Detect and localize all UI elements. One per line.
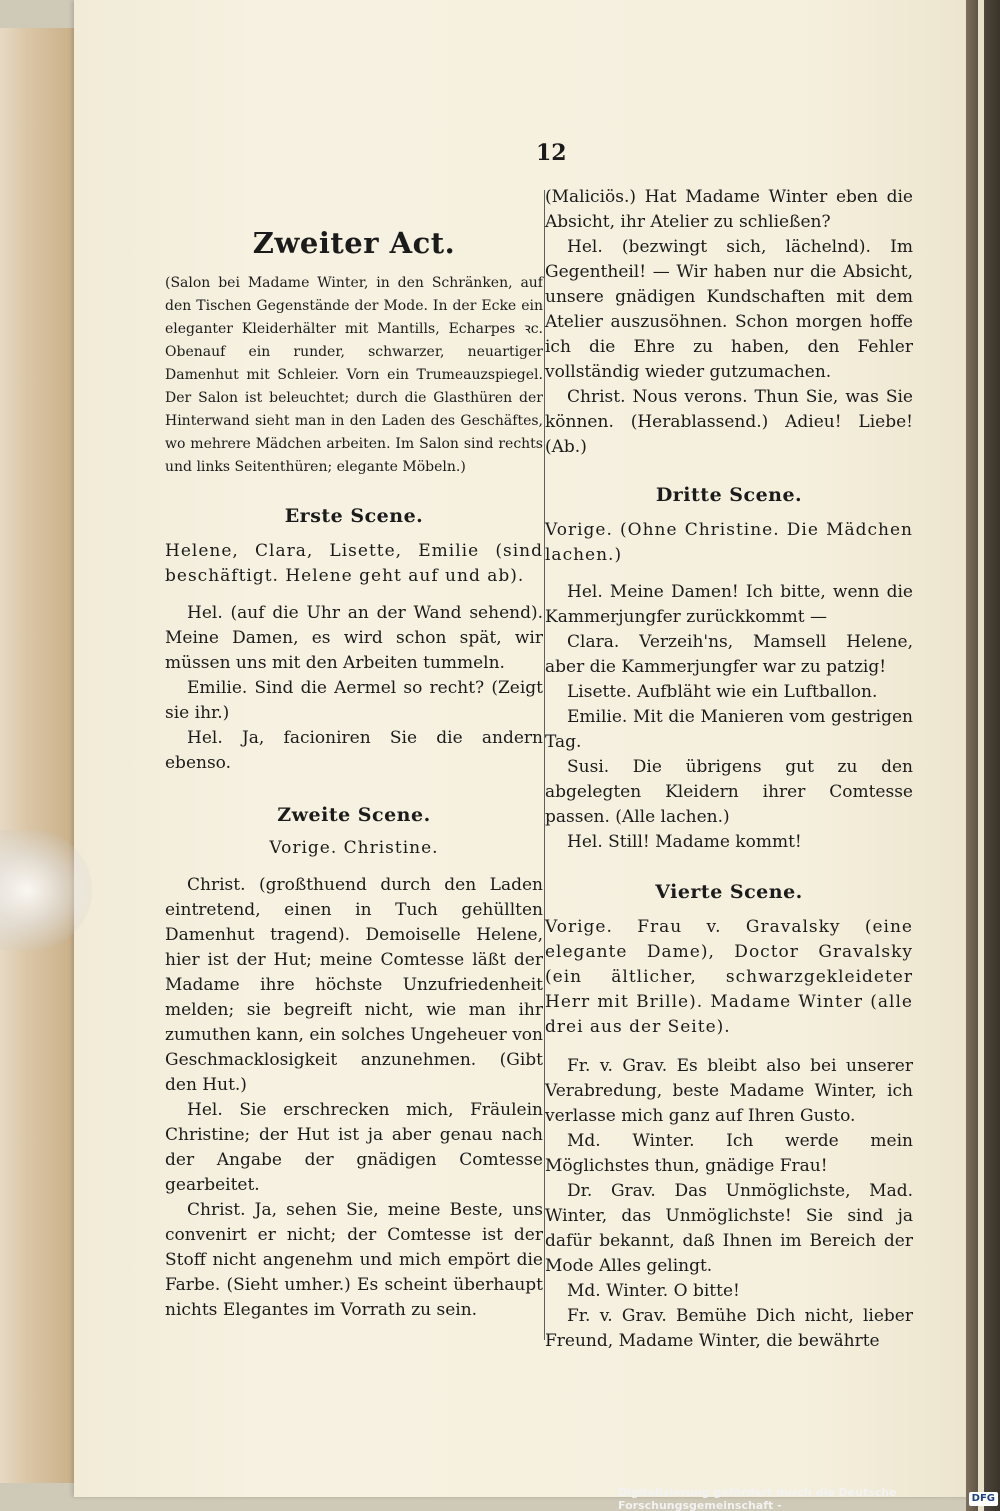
dialogue-line: Christ. Nous verons. Thun Sie, was Sie können. (Herablassend.) Adieu! Liebe! (Ab.) <box>545 387 913 457</box>
dialogue-line: Emilie. Mit die Manieren vom gestrigen Tag. <box>545 707 913 752</box>
dialogue-line: Dr. Grav. Das Unmöglichste, Mad. Winter, das Unmöglichste! Sie sind ja dafür bekannt, daß Ihnen im Bereich der Mode Alles gelingt. <box>545 1181 913 1276</box>
dialogue-line: Md. Winter. O bitte! <box>567 1281 740 1301</box>
dialogue-line: Christ. Ja, sehen Sie, meine Beste, uns convenirt er nicht; der Comtesse ist der Stoff nicht angenehm und mich empört die Farbe. (Sieht umher.) Es scheint überhaupt nichts Elegantes im Vorrath zu sein. <box>165 1200 543 1320</box>
scene-cast: Vorige. Frau v. Gravalsky (eine elegante Dame), Doctor Gravalsky (ein ältlicher, schwarzgekleideter Herr mit Brille). Madame Winter (alle drei aus der Seite). <box>545 917 913 1037</box>
dialogue-line: Hel. Ja, facioniren Sie die andern ebenso. <box>165 728 543 773</box>
dialogue-line: Clara. Verzeih'ns, Mamsell Helene, aber die Kammerjungfer war zu patzig! <box>545 632 913 677</box>
dialogue-line: Hel. Still! Madame kommt! <box>567 832 802 852</box>
right-column <box>545 185 913 1354</box>
dialogue-line: Emilie. Sind die Aermel so recht? (Zeigt sie ihr.) <box>165 678 543 723</box>
act-title: Zweiter Act. <box>252 226 456 260</box>
digitization-footer <box>618 1486 998 1511</box>
dialogue-line: Fr. v. Grav. Bemühe Dich nicht, lieber Freund, Madame Winter, die bewährte <box>545 1306 913 1351</box>
scene-title: Vierte Scene. <box>655 881 803 903</box>
dialogue-line: Hel. (bezwingt sich, lächelnd). Im Gegentheil! — Wir haben nur die Absicht, unsere gnädigen Kundschaften mit dem Atelier auszusöhnen. Schon morgen hoffe ich die Ehre zu haben, den Fehler vollständig wieder gutzumachen. <box>545 237 913 382</box>
dialogue-line: (Maliciös.) Hat Madame Winter eben die Absicht, ihr Atelier zu schließen? <box>545 187 913 232</box>
scene-title: Erste Scene. <box>284 505 424 527</box>
book-page-edge-right <box>978 0 984 1511</box>
dialogue-line: Hel. Sie erschrecken mich, Fräulein Christine; der Hut ist ja aber genau nach der Angabe der gnädigen Comtesse gearbeitet. <box>165 1100 543 1195</box>
scene-cast: Helene, Clara, Lisette, Emilie (sind beschäftigt. Helene geht auf und ab). <box>165 541 543 586</box>
scene-cast: Vorige. (Ohne Christine. Die Mädchen lachen.) <box>545 520 913 565</box>
stage-direction: (Salon bei Madame Winter, in den Schränken, auf den Tischen Gegenstände der Mode. In der Ecke ein eleganter Kleiderhälter mit Mantills, Echarpes ꝛc. Obenauf ein runder, schwarzer, neuartiger Damenhut mit Schleier. Vorn ein Trumeauzspiegel. Der Salon ist beleuchtet; durch die Glasthüren der Hinterwand sieht man in den Laden des Geschäftes, wo mehrere Mädchen arbeiten. Im Salon sind rechts und links Seitenthüren; elegante Möbeln.) <box>165 275 543 475</box>
scene-title: Zweite Scene. <box>277 804 431 826</box>
dialogue-line: Hel. (auf die Uhr an der Wand sehend). Meine Damen, es wird schon spät, wir müssen uns mit den Arbeiten tummeln. <box>165 603 543 673</box>
left-column <box>165 218 543 1323</box>
page-number: 12 <box>536 140 567 166</box>
dialogue-line: Christ. (großthuend durch den Laden eintretend, einen in Tuch gehüllten Damenhut tragend). Demoiselle Helene, hier ist der Hut; meine Comtesse läßt der Madame ihre höchste Unzufriedenheit melden; sie begreift nicht, wie man ihr zumuthen kann, ein solches Ungeheuer von Geschmacklosigkeit anzunehmen. (Gibt den Hut.) <box>165 875 543 1095</box>
dialogue-line: Md. Winter. Ich werde mein Möglichstes thun, gnädige Frau! <box>545 1131 913 1176</box>
dialogue-line: Fr. v. Grav. Es bleibt also bei unserer Verabredung, beste Madame Winter, ich verlasse mich ganz auf Ihren Gusto. <box>545 1056 913 1126</box>
scene-cast: Vorige. Christine. <box>269 838 439 858</box>
dialogue-line: Susi. Die übrigens gut zu den abgelegten Kleidern ihrer Comtesse passen. (Alle lachen.) <box>545 757 913 827</box>
dfg-logo: DFG <box>969 1492 998 1506</box>
scene-title: Dritte Scene. <box>655 484 803 506</box>
dialogue-line: Hel. Meine Damen! Ich bitte, wenn die Kammerjungfer zurückkommt — <box>545 582 913 627</box>
dialogue-line: Lisette. Aufbläht wie ein Luftballon. <box>567 682 878 702</box>
footer-text: Digitalisierung gefördert durch die Deutsche Forschungsgemeinschaft - <box>618 1486 897 1511</box>
book-page-edge-left <box>0 28 79 1483</box>
